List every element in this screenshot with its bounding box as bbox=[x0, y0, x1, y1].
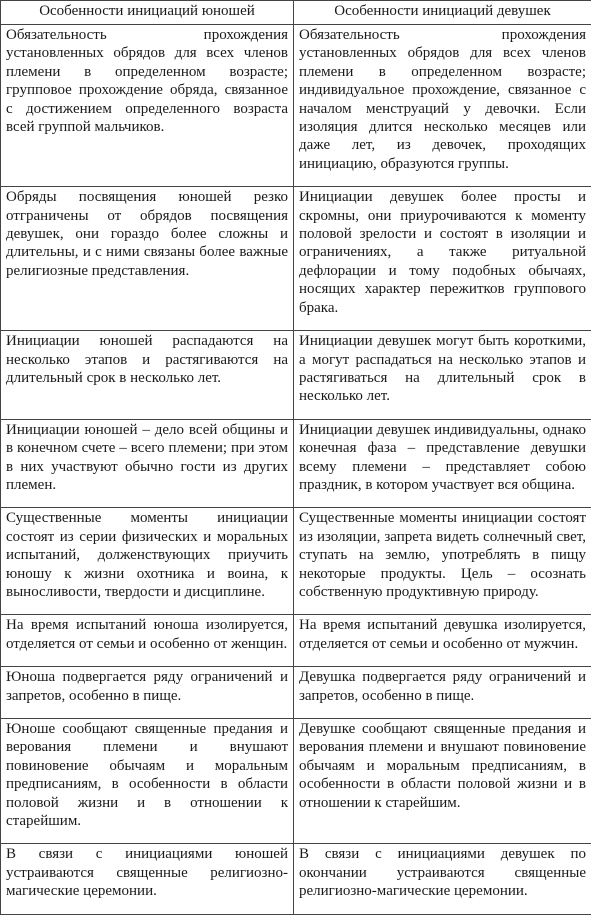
cell-girls: Девушка подвергается ряду ограничений и запретов, особенно в пище. bbox=[294, 667, 591, 719]
table-row bbox=[1, 331, 591, 420]
cell-boys: На время испытаний юноша изолируется, отделяется от семьи и особенно от женщин. bbox=[1, 615, 294, 667]
table-row bbox=[1, 25, 591, 187]
table-row bbox=[1, 667, 591, 719]
cell-girls: Инициации девушек более просты и скромны, они приурочиваются к моменту половой зрелости и состоят в изоляции и ограничениях, а также ритуальной дефлорации и тому подобных обычаях, носящих характер пережитков группового брака. bbox=[294, 187, 591, 331]
table-row bbox=[1, 419, 591, 508]
cell-girls: Инициации девушек индивидуальны, однако конечная фаза – представление девушки всему племени – представляет собою праздник, в котором участвует вся община. bbox=[294, 419, 591, 508]
cell-boys: Обязательность прохождения установленных обрядов для всех членов племени в определенном возрасте; групповое прохождение обряда, связанное с достижением определенного возраста всей группой мальчиков. bbox=[1, 25, 294, 187]
cell-boys: Инициации юношей распадаются на несколько этапов и растягиваются на длительный срок в несколько лет. bbox=[1, 331, 294, 420]
cell-boys: Существенные моменты инициации состоят из серии физических и моральных испытаний, долженствующих приучить юношу к жизни охотника и воина, к выносливости, твердости и дисциплине. bbox=[1, 508, 294, 615]
cell-girls: Существенные моменты инициации состоят из изоляции, запрета видеть солнечный свет, ступать на землю, употреблять в пищу некоторые продукты. Цель – осознать собственную продуктивную природу. bbox=[294, 508, 591, 615]
header-girls: Особенности инициаций девушек bbox=[294, 1, 591, 25]
cell-boys: В связи с инициациями юношей устраиваются священные религиозно-магические церемонии. bbox=[1, 844, 294, 914]
table-row bbox=[1, 719, 591, 844]
table-row bbox=[1, 615, 591, 667]
cell-boys: Инициации юношей – дело всей общины и в конечном счете – всего племени; при этом в них участвуют обычно гости из других племен. bbox=[1, 419, 294, 508]
cell-boys: Юноше сообщают священные предания и верования племени и внушают повиновение обычаям и моральным предписаниям, в особенности в области половой жизни и в отношении к старейшим. bbox=[1, 719, 294, 844]
table-row bbox=[1, 187, 591, 331]
table-body bbox=[1, 25, 591, 915]
cell-girls: Девушке сообщают священные предания и верования племени и внушают повиновение обычаям и моральным предписаниям, в особенности в области половой жизни и в отношении к старейшим. bbox=[294, 719, 591, 844]
table-header bbox=[1, 1, 591, 25]
cell-girls: На время испытаний девушка изолируется, отделяется от семьи и особенно от мужчин. bbox=[294, 615, 591, 667]
table-row bbox=[1, 508, 591, 615]
cell-girls: Обязательность прохождения установленных обрядов для всех членов племени в определенном возрасте; индивидуальное прохождение, связанное с началом менструаций у девочки. Если изоляция длится несколько месяцев или даже лет, из девочек, проходящих инициацию, образуются группы. bbox=[294, 25, 591, 187]
table-row bbox=[1, 844, 591, 914]
cell-boys: Обряды посвящения юношей резко отграничены от обрядов посвящения девушек, они гораздо более сложны и длительны, и с ними связаны более важные религиозные представления. bbox=[1, 187, 294, 331]
cell-girls: В связи с инициациями девушек по окончании устраиваются священные религиозно-магические церемонии. bbox=[294, 844, 591, 914]
cell-girls: Инициации девушек могут быть короткими, а могут распадаться на несколько этапов и растягиваться на длительный срок в несколько лет. bbox=[294, 331, 591, 420]
header-row bbox=[1, 1, 591, 25]
header-boys: Особенности инициаций юношей bbox=[1, 1, 294, 25]
cell-boys: Юноша подвергается ряду ограничений и запретов, особенно в пище. bbox=[1, 667, 294, 719]
